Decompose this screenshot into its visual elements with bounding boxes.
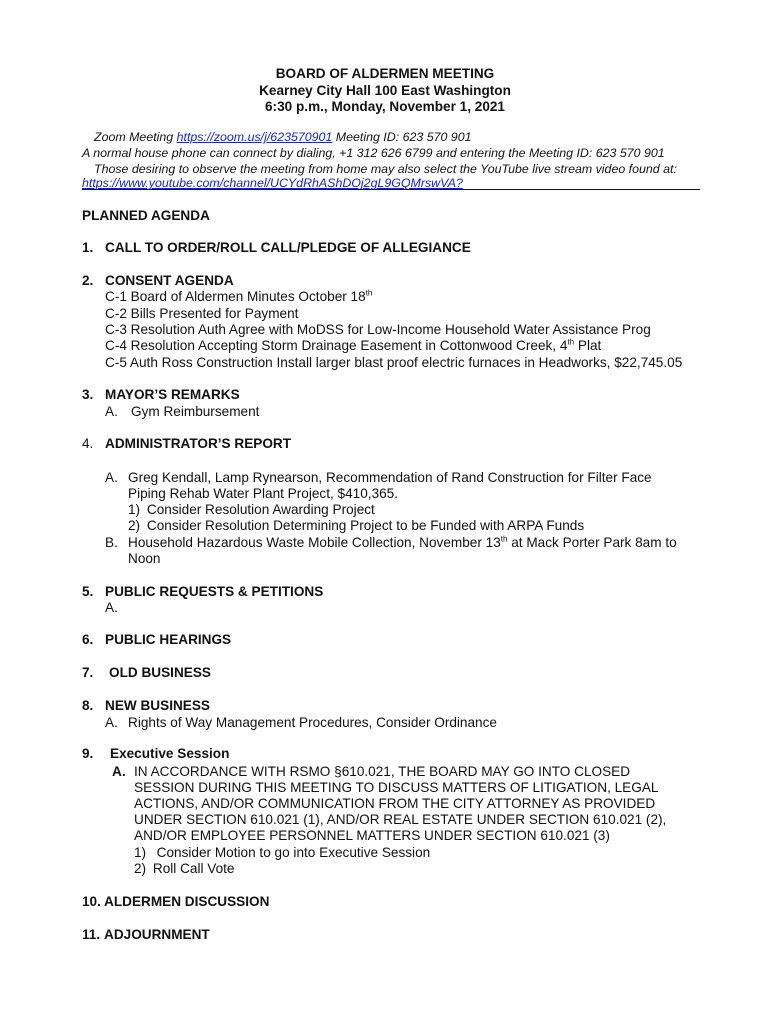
- item-6-title: PUBLIC HEARINGS: [105, 632, 232, 647]
- meeting-title: BOARD OF ALDERMEN MEETING: [275, 66, 495, 81]
- item-9a-line1: IN ACCORDANCE WITH RSMO §610.021, THE BOARD MAY GO INTO CLOSED: [134, 764, 631, 779]
- meeting-datetime: 6:30 p.m., Monday, November 1, 2021: [265, 99, 505, 114]
- item-4b-line1: Household Hazardous Waste Mobile Collection, November 13th at Mack Porter Park 8am to: [128, 534, 677, 550]
- consent-item-c5: C-5 Auth Ross Construction Install larger blast proof electric furnaces in Headworks, $22,745.05: [105, 355, 683, 370]
- item-9a-line3: ACTIONS, AND/OR COMMUNICATION FROM THE CITY ATTORNEY AS PROVIDED: [134, 796, 656, 811]
- agenda-heading: PLANNED AGENDA: [82, 208, 210, 223]
- item-4-title: ADMINISTRATOR’S REPORT: [105, 436, 292, 451]
- item-10-title: ALDERMEN DISCUSSION: [104, 894, 270, 909]
- item-9a-line5: AND/OR EMPLOYEE PERSONNEL MATTERS UNDER SECTION 610.021 (3): [134, 828, 610, 843]
- item-7-number: 7.: [82, 665, 94, 680]
- meeting-location: Kearney City Hall 100 East Washington: [259, 83, 511, 98]
- consent-item-c3: C-3 Resolution Auth Agree with MoDSS for Low-Income Household Water Assistance Prog: [105, 322, 651, 337]
- consent-item-c1: C-1 Board of Aldermen Minutes October 18th: [105, 288, 373, 304]
- item-8-title: NEW BUSINESS: [105, 698, 210, 713]
- item-3-number: 3.: [82, 387, 94, 402]
- consent-item-c2: C-2 Bills Presented for Payment: [105, 306, 299, 321]
- item-1-title: CALL TO ORDER/ROLL CALL/PLEDGE OF ALLEGIANCE: [105, 240, 471, 255]
- item-8a-text: Rights of Way Management Procedures, Consider Ordinance: [128, 715, 497, 730]
- item-7-title: OLD BUSINESS: [109, 665, 211, 680]
- zoom-meeting-id: 623 570 901: [402, 130, 472, 144]
- item-5a-mark: A.: [105, 600, 118, 615]
- item-9a-sub-1: 1) Consider Motion to go into Executive Session: [134, 845, 431, 860]
- phone-dial-in-line: A normal house phone can connect by dialing, +1 312 626 6799 and entering the Meeting ID: 623 570 901: [82, 146, 665, 160]
- item-3a-mark: A.: [105, 404, 118, 419]
- zoom-line: [94, 129, 471, 145]
- item-11-title: ADJOURNMENT: [104, 927, 210, 942]
- item-4b-mark: B.: [105, 535, 118, 550]
- header-divider: [82, 189, 700, 190]
- item-8-number: 8.: [82, 698, 94, 713]
- item-4a-sub-1: 1) Consider Resolution Awarding Project: [128, 502, 375, 517]
- item-3a-text: Gym Reimbursement: [131, 404, 260, 419]
- youtube-link[interactable]: https://www.youtube.com/channel/UCYdRhAShDOj2gL9GQMrswVA?: [82, 176, 463, 190]
- item-2-title: CONSENT AGENDA: [105, 273, 234, 288]
- item-9-title: Executive Session: [110, 746, 230, 761]
- item-9a-line4: UNDER SECTION 610.021 (1), AND/OR REAL ESTATE UNDER SECTION 610.021 (2),: [134, 812, 667, 827]
- zoom-prefix: Zoom Meeting: [94, 130, 177, 144]
- item-4-number: 4.: [82, 436, 94, 451]
- item-5-number: 5.: [82, 584, 94, 599]
- item-4a-line2: Piping Rehab Water Plant Project, $410,365.: [128, 486, 399, 501]
- item-6-number: 6.: [82, 632, 94, 647]
- item-11-number: 11.: [82, 927, 101, 942]
- item-4a-sub-2: 2) Consider Resolution Determining Project to be Funded with ARPA Funds: [128, 518, 585, 533]
- item-5-title: PUBLIC REQUESTS & PETITIONS: [105, 584, 324, 599]
- zoom-suffix: Meeting ID:: [332, 130, 403, 144]
- item-1-number: 1.: [82, 240, 94, 255]
- item-4a-mark: A.: [105, 470, 118, 485]
- zoom-link[interactable]: https://zoom.us/j/623570901: [176, 130, 333, 144]
- item-3-title: MAYOR’S REMARKS: [105, 387, 240, 402]
- consent-item-c4: C-4 Resolution Accepting Storm Drainage Easement in Cottonwood Creek, 4th Plat: [105, 337, 602, 353]
- item-9-number: 9.: [82, 746, 94, 761]
- item-9a-sub-2: 2) Roll Call Vote: [134, 861, 235, 876]
- item-2-number: 2.: [82, 273, 94, 288]
- item-9a-mark: A.: [112, 764, 126, 779]
- item-8a-mark: A.: [105, 715, 118, 730]
- item-4a-line1: Greg Kendall, Lamp Rynearson, Recommendation of Rand Construction for Filter Face: [128, 470, 652, 485]
- item-4b-line2: Noon: [128, 551, 161, 566]
- item-9a-line2: SESSION DURING THIS MEETING TO DISCUSS MATTERS OF LITIGATION, LEGAL: [134, 780, 659, 795]
- item-10-number: 10.: [82, 894, 101, 909]
- youtube-line: Those desiring to observe the meeting from home may also select the YouTube live stream video found at:: [94, 162, 677, 176]
